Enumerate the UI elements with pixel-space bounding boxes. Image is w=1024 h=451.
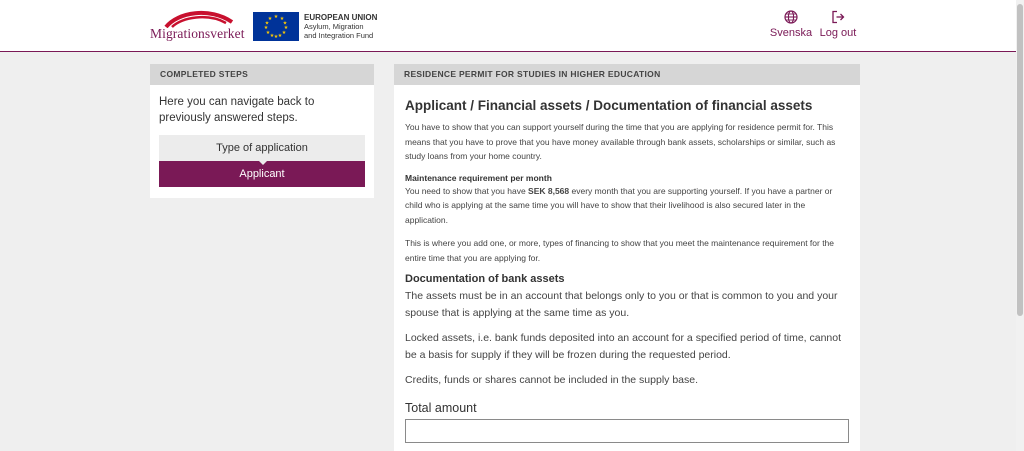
maintenance-heading: Maintenance requirement per month [405,172,552,183]
bank-assets-text-1: The assets must be in an account that belongs only to you or that is common to you and your spouse that is applying at the same time as you. [405,290,838,319]
bank-assets-heading: Documentation of bank assets [405,273,565,285]
completed-steps-intro: Here you can navigate back to previously answered steps. [159,96,315,124]
application-form-panel [394,64,860,451]
svg-text:★: ★ [273,14,279,20]
svg-text:★: ★ [281,30,287,36]
step-applicant-label: Applicant [239,168,285,180]
svg-text:★: ★ [264,20,270,27]
bank-assets-text-3: Credits, funds or shares cannot be included in the supply base. [405,374,699,386]
logout-label: Log out [819,27,857,39]
svg-text:★: ★ [265,30,271,36]
page-title: Applicant / Financial assets / Documentation of financial assets [405,98,813,113]
page-scrollbar[interactable] [1016,0,1024,451]
eu-line-2: Asylum, Migration [304,22,364,31]
globe-icon [784,10,798,24]
step-type-of-application[interactable]: Type of application [159,135,365,161]
maintenance-text-before: You need to show that you have [405,185,529,196]
total-amount-label: Total amount [405,401,477,415]
support-intro-text: You have to show that you can support yourself during the time that you are applying for residence permit for. This means that you have to prove that you have money available through bank assets, scholarships or similar, such as study loans from your home country. [405,122,836,161]
language-switch-link[interactable] [766,10,816,39]
completed-steps-heading: COMPLETED STEPS [150,64,374,85]
svg-text:★: ★ [277,33,283,39]
eu-line-1: EUROPEAN UNION [304,13,378,22]
logout-icon [831,10,845,24]
maintenance-text [405,184,849,228]
completed-steps-panel [150,64,374,198]
maintenance-text-after: every month that you are supporting yourself. If you have a partner or child who is applying at the same time you will have to show that their livelihood is also secured later in the application. [405,185,833,225]
total-amount-input[interactable] [405,419,849,443]
scrollbar-thumb[interactable] [1017,4,1023,316]
svg-text:★: ★ [263,25,269,31]
logout-link[interactable] [813,10,863,39]
logo-text: Migrationsverket [150,26,245,41]
eu-fund-text [304,13,377,40]
language-label: Svenska [769,27,813,39]
site-header [0,0,1016,52]
maintenance-amount: SEK 8,568 [528,185,570,196]
svg-text:★: ★ [282,20,288,27]
financing-text: This is where you add one, or more, types of financing to show that you meet the maintenance requirement for the entire time that you are applying for. [405,238,835,263]
bank-assets-text-2: Locked assets, i.e. bank funds deposited into an account for a specified period of time, cannot be a basis for supply if they will be frozen during the requested period. [405,332,842,361]
migrationsverket-logo[interactable] [150,10,246,42]
step-applicant[interactable] [159,161,365,187]
eu-line-3: and Integration Fund [304,31,374,40]
svg-text:★: ★ [273,34,279,40]
svg-text:★: ★ [267,16,273,22]
eu-flag-icon [253,12,299,41]
svg-text:★: ★ [283,25,289,31]
step-caret-icon [258,160,268,165]
form-section-heading: RESIDENCE PERMIT FOR STUDIES IN HIGHER EDUCATION [394,64,860,85]
svg-text:★: ★ [269,33,275,39]
svg-text:★: ★ [279,16,285,22]
